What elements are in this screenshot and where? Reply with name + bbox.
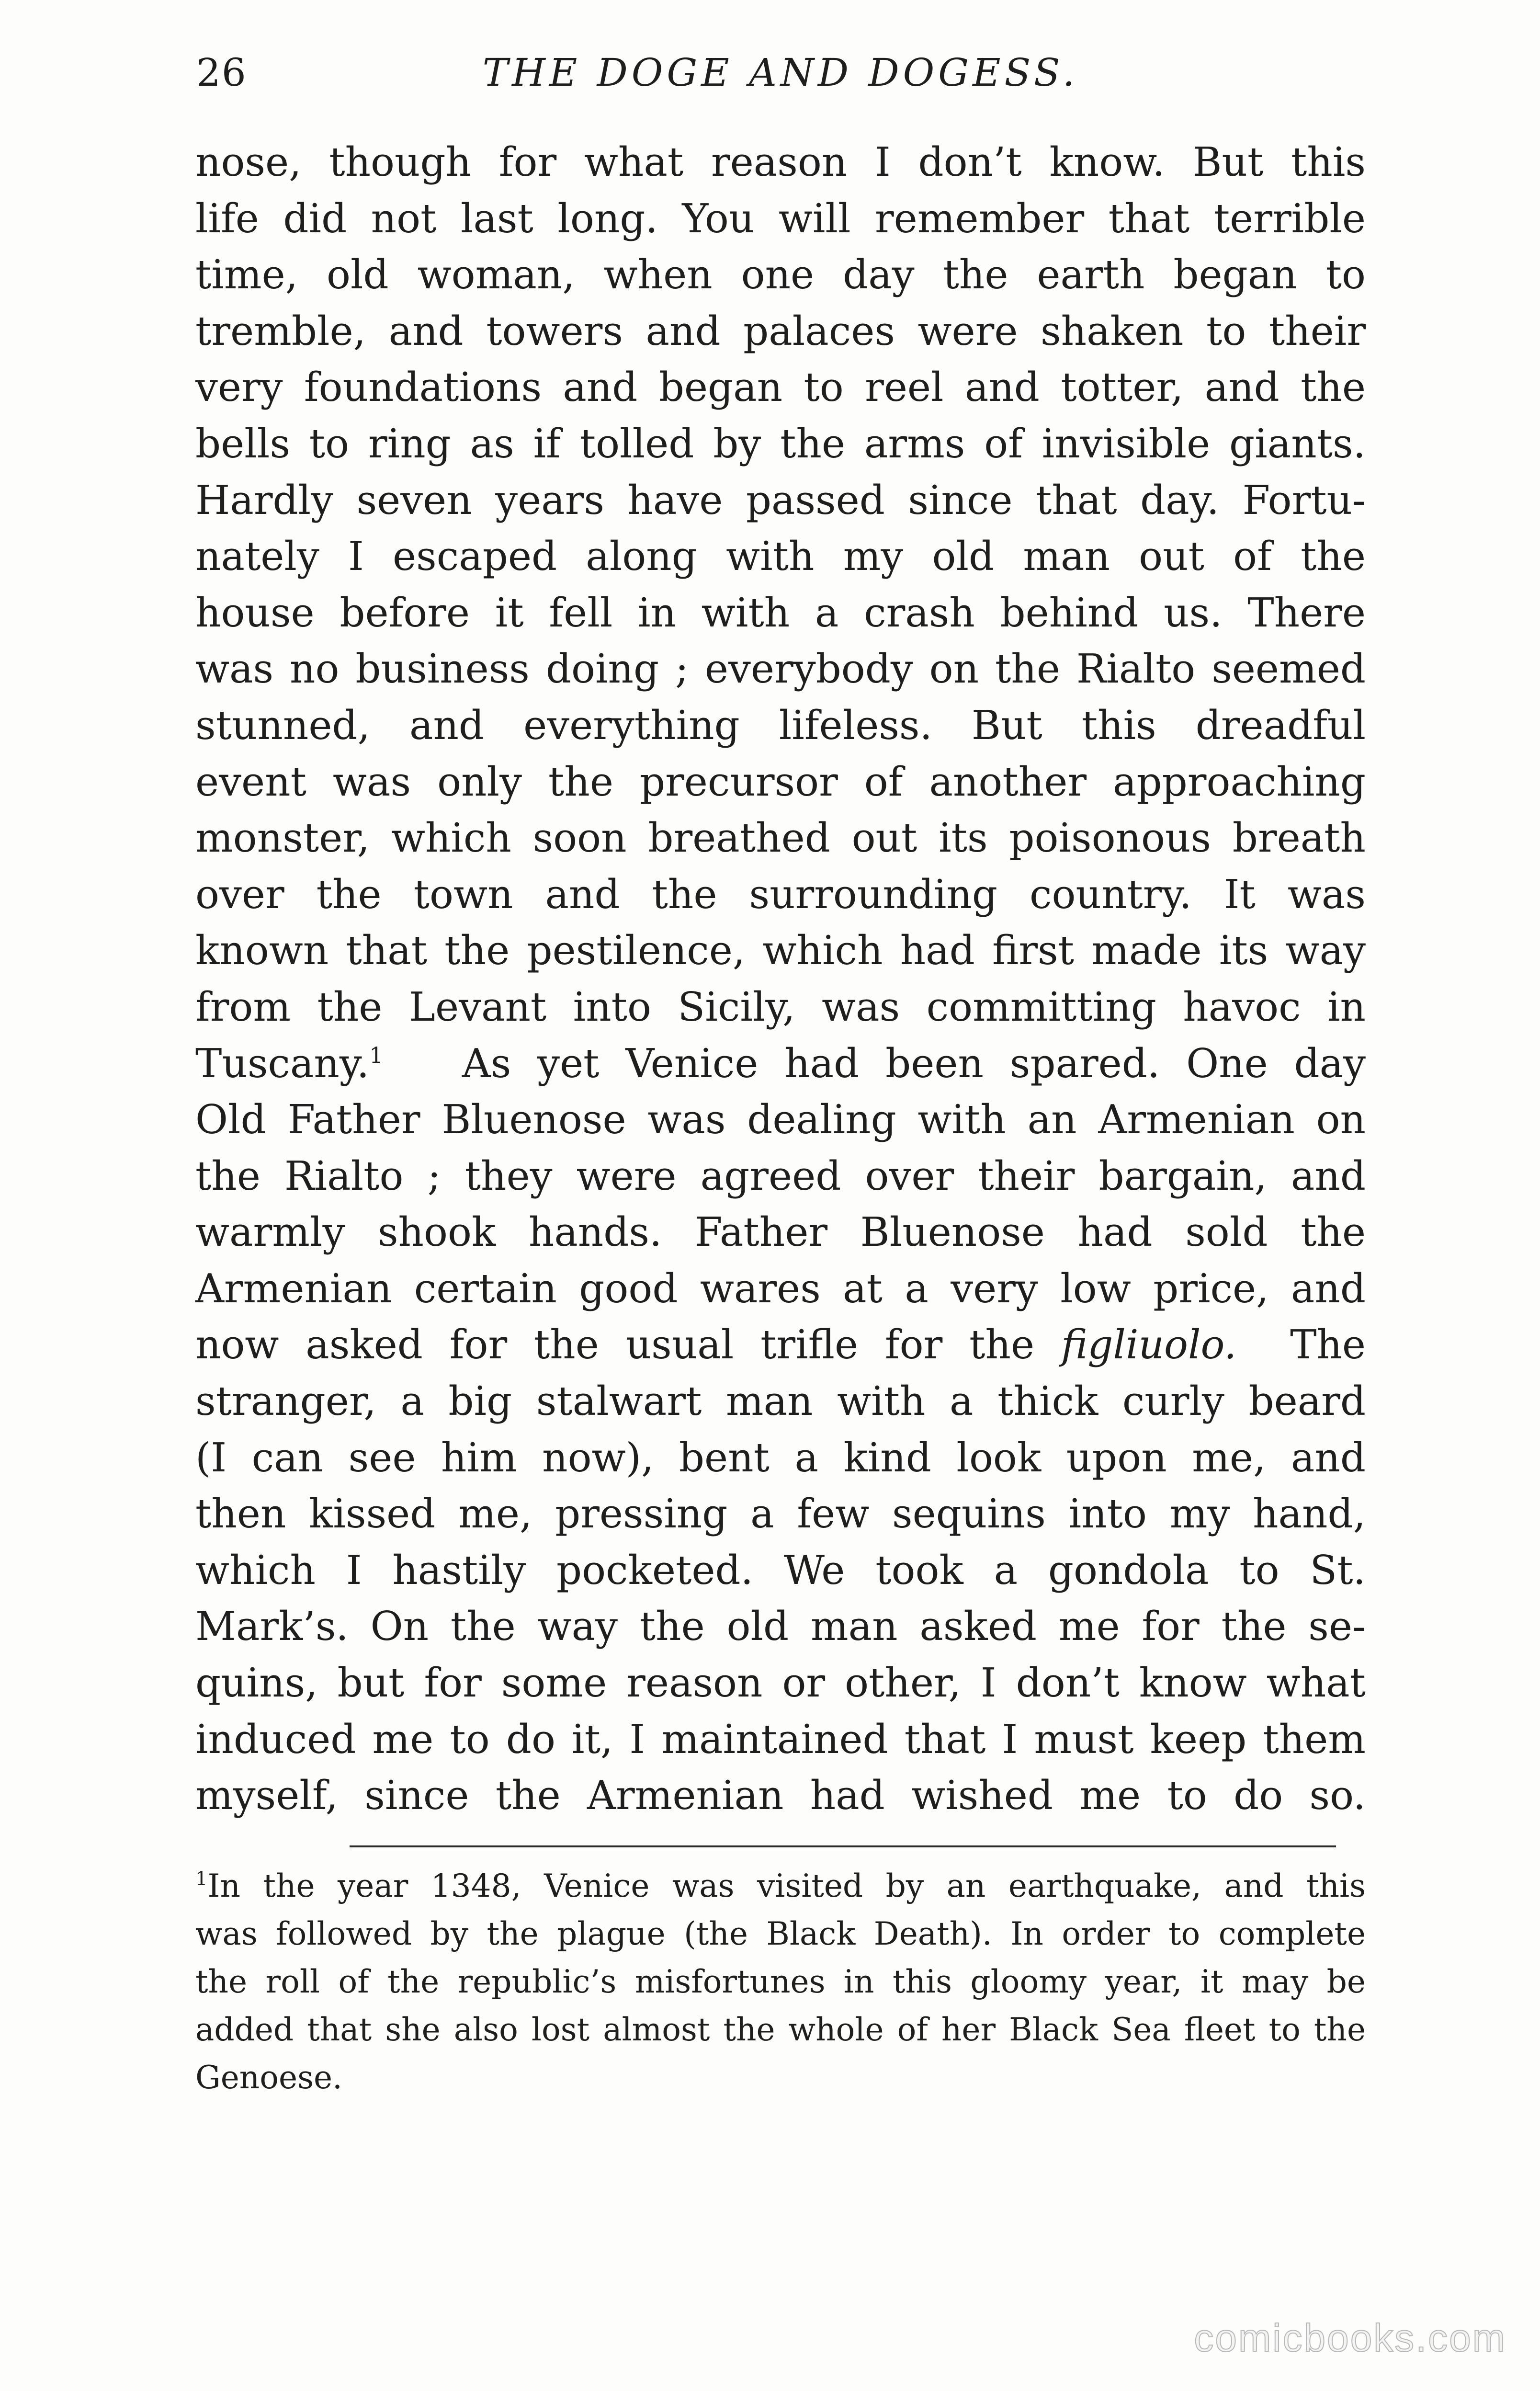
- body-text: [195, 134, 1366, 1824]
- text-line: event was only the precursor of another approaching: [195, 758, 1366, 805]
- text-line-with-italic: [195, 1317, 1366, 1373]
- footnote-reference: 1: [369, 1042, 384, 1068]
- text-line: warmly shook hands. Father Bluenose had sold the: [195, 1209, 1366, 1256]
- text-line-with-footnote: [195, 1036, 1366, 1092]
- footnote-line: added that she also lost almost the whole of her Black Sea fleet to the: [195, 2011, 1366, 2048]
- text-line: nately I escaped along with my old man out of the: [195, 533, 1366, 580]
- text-fragment: now asked for the usual trifle for the: [195, 1321, 1035, 1368]
- footnote-line: Genoese.: [195, 2059, 342, 2096]
- footnote: [195, 1862, 1366, 2102]
- text-line: time, old woman, when one day the earth began to: [195, 251, 1366, 298]
- text-fragment: The: [1290, 1321, 1366, 1368]
- text-fragment: Tuscany.: [195, 1040, 370, 1087]
- text-line: Armenian certain good wares at a very low price, and: [195, 1265, 1366, 1312]
- text-line: quins, but for some reason or other, I don’t know what: [195, 1660, 1366, 1707]
- text-line: stranger, a big stalwart man with a thick curly beard: [195, 1378, 1366, 1425]
- text-line: induced me to do it, I maintained that I must keep them: [195, 1716, 1366, 1763]
- footnote-line: the roll of the republic’s misfortunes in this gloomy year, it may be: [195, 1963, 1366, 2000]
- text-line: from the Levant into Sicily, was committing havoc in: [195, 983, 1366, 1030]
- text-line: very foundations and began to reel and totter, and the: [195, 364, 1366, 411]
- text-line: then kissed me, pressing a few sequins into my hand,: [195, 1491, 1366, 1537]
- footnote-line: was followed by the plague (the Black Death). In order to complete: [195, 1915, 1366, 1952]
- text-line: (I can see him now), bent a kind look upon me, and: [195, 1434, 1366, 1481]
- running-title: THE DOGE AND DOGESS.: [482, 50, 1079, 95]
- footnote-number: 1: [195, 1868, 208, 1890]
- footnote-line: [195, 1862, 1366, 1910]
- text-line: which I hastily pocketed. We took a gondola to St.: [195, 1547, 1366, 1594]
- text-line: was no business doing ; everybody on the Rialto seemed: [195, 646, 1366, 693]
- text-line: monster, which soon breathed out its poisonous breath: [195, 815, 1366, 862]
- page-number: 26: [196, 50, 247, 95]
- text-line: Mark’s. On the way the old man asked me for the se-: [195, 1603, 1366, 1650]
- text-line: house before it fell in with a crash behind us. There: [195, 589, 1366, 636]
- footnote-divider: [350, 1845, 1336, 1847]
- text-line: bells to ring as if tolled by the arms of invisible giants.: [195, 420, 1366, 467]
- footnote-text: In the year 1348, Venice was visited by an earthquake, and this: [207, 1867, 1366, 1904]
- text-line: stunned, and everything lifeless. But this dreadful: [195, 702, 1366, 749]
- text-line: nose, though for what reason I don’t know. But this: [195, 139, 1366, 185]
- text-fragment: As yet Venice had been spared. One day: [462, 1040, 1366, 1087]
- text-line: the Rialto ; they were agreed over their bargain, and: [195, 1152, 1366, 1199]
- text-line: known that the pestilence, which had first made its way: [195, 927, 1366, 974]
- text-line: tremble, and towers and palaces were shaken to their: [195, 307, 1366, 354]
- text-line: over the town and the surrounding country. It was: [195, 871, 1366, 918]
- text-line: Old Father Bluenose was dealing with an Armenian on: [195, 1096, 1366, 1143]
- watermark: comicbooks.com: [1194, 2316, 1506, 2360]
- italic-word: figliuolo.: [1061, 1321, 1237, 1368]
- running-head: [196, 44, 1365, 102]
- text-line: life did not last long. You will remember that terrible: [195, 195, 1366, 242]
- text-line: myself, since the Armenian had wished me to do so.: [195, 1772, 1366, 1819]
- text-line: Hardly seven years have passed since that day. Fortu-: [195, 477, 1366, 524]
